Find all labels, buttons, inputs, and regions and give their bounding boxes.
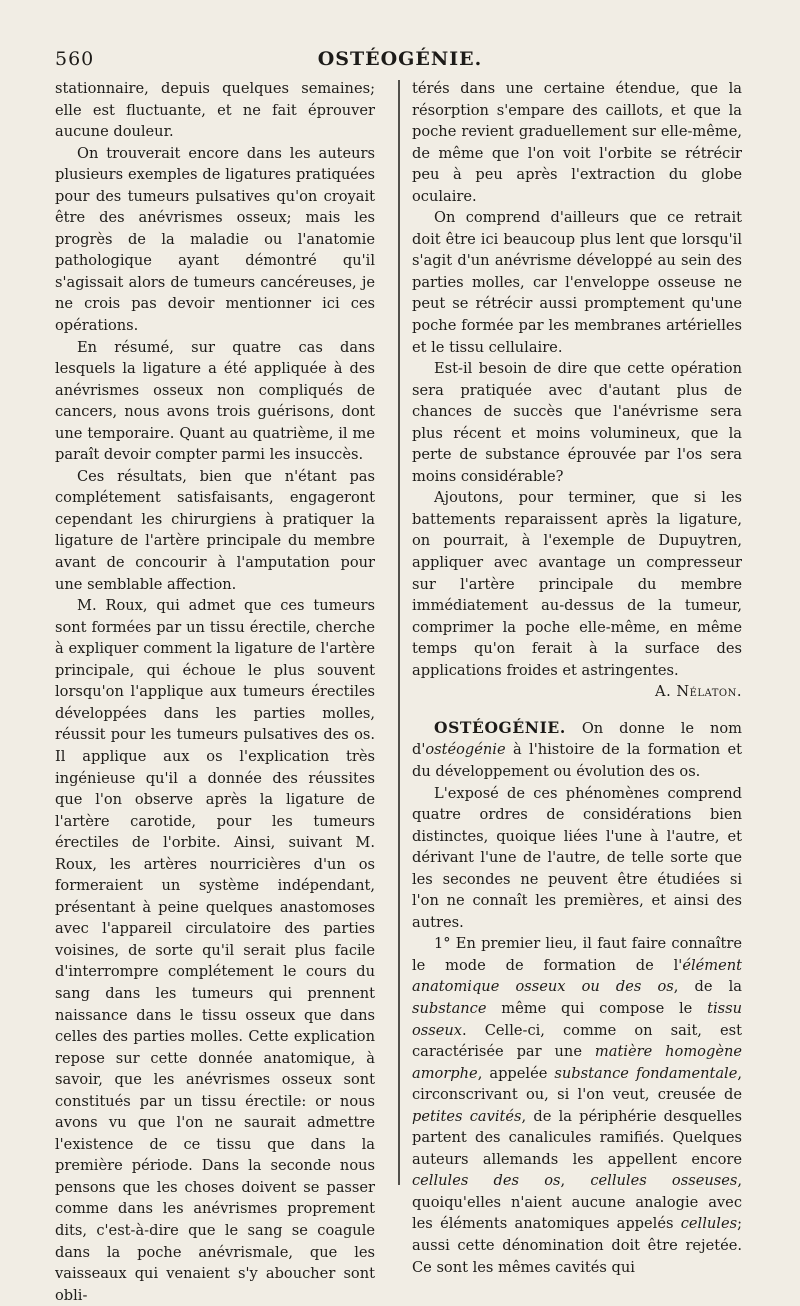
paragraph: On comprend d'ailleurs que ce retrait doit être ici beaucoup plus lent que lorsqu'il s'agit d'un anévrisme développé au sein des parties molles, car l'enveloppe osseuse ne peut se rétrécir aussi promptement qu'une poche formée par les membranes artérielles et le tissu cellulaire. (412, 209, 742, 356)
text-run: ; aussi cette dénomination doit être rejetée. Ce sont les mêmes cavités qui (412, 1215, 742, 1276)
paragraph: En résumé, sur quatre cas dans lesquels la ligature a été appliquée à des anévrismes osseux non compliqués de cancers, nous avons trois guérisons, dont une temporaire. Quant au quatrième, il me paraît devoir compter parmi les insuccès. (55, 338, 375, 464)
term: élément anatomique osseux ou des os (412, 956, 742, 996)
text-run: On donne le nom d' (412, 719, 743, 759)
text-run: . Celle-ci, comme on sait, est caractérisée par une (412, 1021, 742, 1061)
author-name: A. Nélaton. (655, 683, 742, 701)
text-run: même qui compose le (486, 999, 708, 1017)
paragraph: Est-il besoin de dire que cette opération sera pratiquée avec d'autant plus de chances de succès que l'anévrisme sera plus récent et moins volumineux, que la perte de substance éprouvée par l'os sera moins considérable? (412, 360, 742, 485)
text-run: , (560, 1172, 591, 1190)
text-run: , appelée (477, 1064, 555, 1082)
paragraph: térés dans une certaine étendue, que la résorption s'empare des caillots, et que la poche revient graduellement sur elle-même, de même que l'on voit l'orbite se rétrécir peu à peu après l'extraction du globe oculaire. (412, 80, 742, 205)
term: cellules (680, 1215, 738, 1233)
term: ostéogénie (425, 741, 506, 759)
paragraph: Ajoutons, pour terminer, que si les battements reparaissent après la ligature, on pourrait, à l'exemple de Dupuytren, appliquer avec avantage un compresseur sur l'artère principale du membre immédiatement au-dessus de la tumeur, comprimer la poche elle-même, en même temps qu'on ferait à la surface des applications froides et astringentes. (412, 489, 742, 679)
paragraph: L'exposé de ces phénomènes comprend quatre ordres de considérations bien distinctes, quoique liées l'une à l'autre, et dérivant l'une de l'autre, de telle sorte que les secondes ne peuvent être étudiées si l'on ne connaît les premières, et ainsi des autres. (412, 784, 742, 931)
paragraph: M. Roux, qui admet que ces tumeurs sont formées par un tissu érectile, cherche à expliquer comment la ligature de l'artère principale, qui échoue le plus souvent lorsqu'on l'applique aux tumeurs érectiles développées dans les parties molles, réussit pour les tumeurs pulsatives des os. Il applique aux os l'explication très ingénieuse qu'il a donnée des réussites que l'on observe après la ligature de l'artère carotide, pour les tumeurs érectiles de l'orbite. Ainsi, suivant M. Roux, les artères nourricières d'un os formeraient un système indépendant, présentant à peine quelques anastomoses avec l'appareil circulatoire des parties voisines, de sorte qu'il serait plus facile d'interrompre complétement le cours du sang dans les tumeurs qui prennent naissance dans le tissu osseux que dans celles des parties molles. Cette explication repose sur cette donnée anatomique, à savoir, que les anévrismes osseux sont constitués par un tissu érectile: or nous avons vu que l'on ne saurait admettre l'existence de ce tissu que dans la première période. Dans la seconde nous pensons que les choses doivent se passer comme dans les anévrismes proprement dits, c'est-à-dire que le sang se coagule dans la poche anévrismale, que les vaisseaux qui venaient s'y aboucher sont obli- (55, 597, 375, 1304)
text-run: , de la périphérie desquelles partent des canalicules ramifiés. Quelques auteurs allemands les appellent encore (412, 1107, 742, 1168)
text-run: 1° En premier lieu, il faut faire connaître le mode de formation de l' (412, 935, 742, 974)
paragraph (412, 717, 742, 783)
term: substance (412, 999, 487, 1017)
page-header (0, 44, 800, 72)
term: substance fondamentale (554, 1064, 738, 1082)
text-run: , quoiqu'elles n'aient aucune analogie avec les éléments anatomiques appelés (412, 1172, 742, 1233)
paragraph: Ces résultats, bien que n'étant pas complétement satisfaisants, engageront cependant les chirurgiens à pratiquer la ligature de l'artère principale du membre avant de concourir à l'amputation pour une semblable affection. (55, 467, 375, 593)
text-run: , circonscrivant ou, si l'on veut, creusée de (412, 1064, 742, 1104)
running-title: OSTÉOGÉNIE. (317, 48, 483, 70)
right-column (412, 78, 742, 1278)
term: matière homogène amorphe (412, 1043, 742, 1082)
paragraph (412, 933, 742, 1278)
author-signature (412, 681, 742, 703)
text-run: , de la (673, 978, 743, 996)
term: tissu osseux (412, 999, 742, 1039)
page-number: 560 (55, 48, 95, 70)
paragraph: stationnaire, depuis quelques semaines; elle est fluctuante, et ne fait éprouver aucune douleur. (55, 80, 375, 141)
term: cellules osseuses (590, 1172, 738, 1190)
term: petites cavités (412, 1107, 522, 1125)
column-divider (398, 80, 400, 1185)
text-run: à l'histoire de la formation et du développement ou évolution des os. (412, 741, 742, 780)
left-column (55, 78, 375, 1306)
paragraph: On trouverait encore dans les auteurs plusieurs exemples de ligatures pratiquées pour des tumeurs pulsatives qu'on croyait être des anévrismes osseux; mais les progrès de la maladie ou l'anatomie pathologique ayant démontré qu'il s'agissait alors de tumeurs cancéreuses, je ne crois pas devoir mentionner ici ces opérations. (55, 144, 375, 335)
section-title: OSTÉOGÉNIE. (434, 717, 566, 737)
term: cellules des os (412, 1172, 561, 1190)
